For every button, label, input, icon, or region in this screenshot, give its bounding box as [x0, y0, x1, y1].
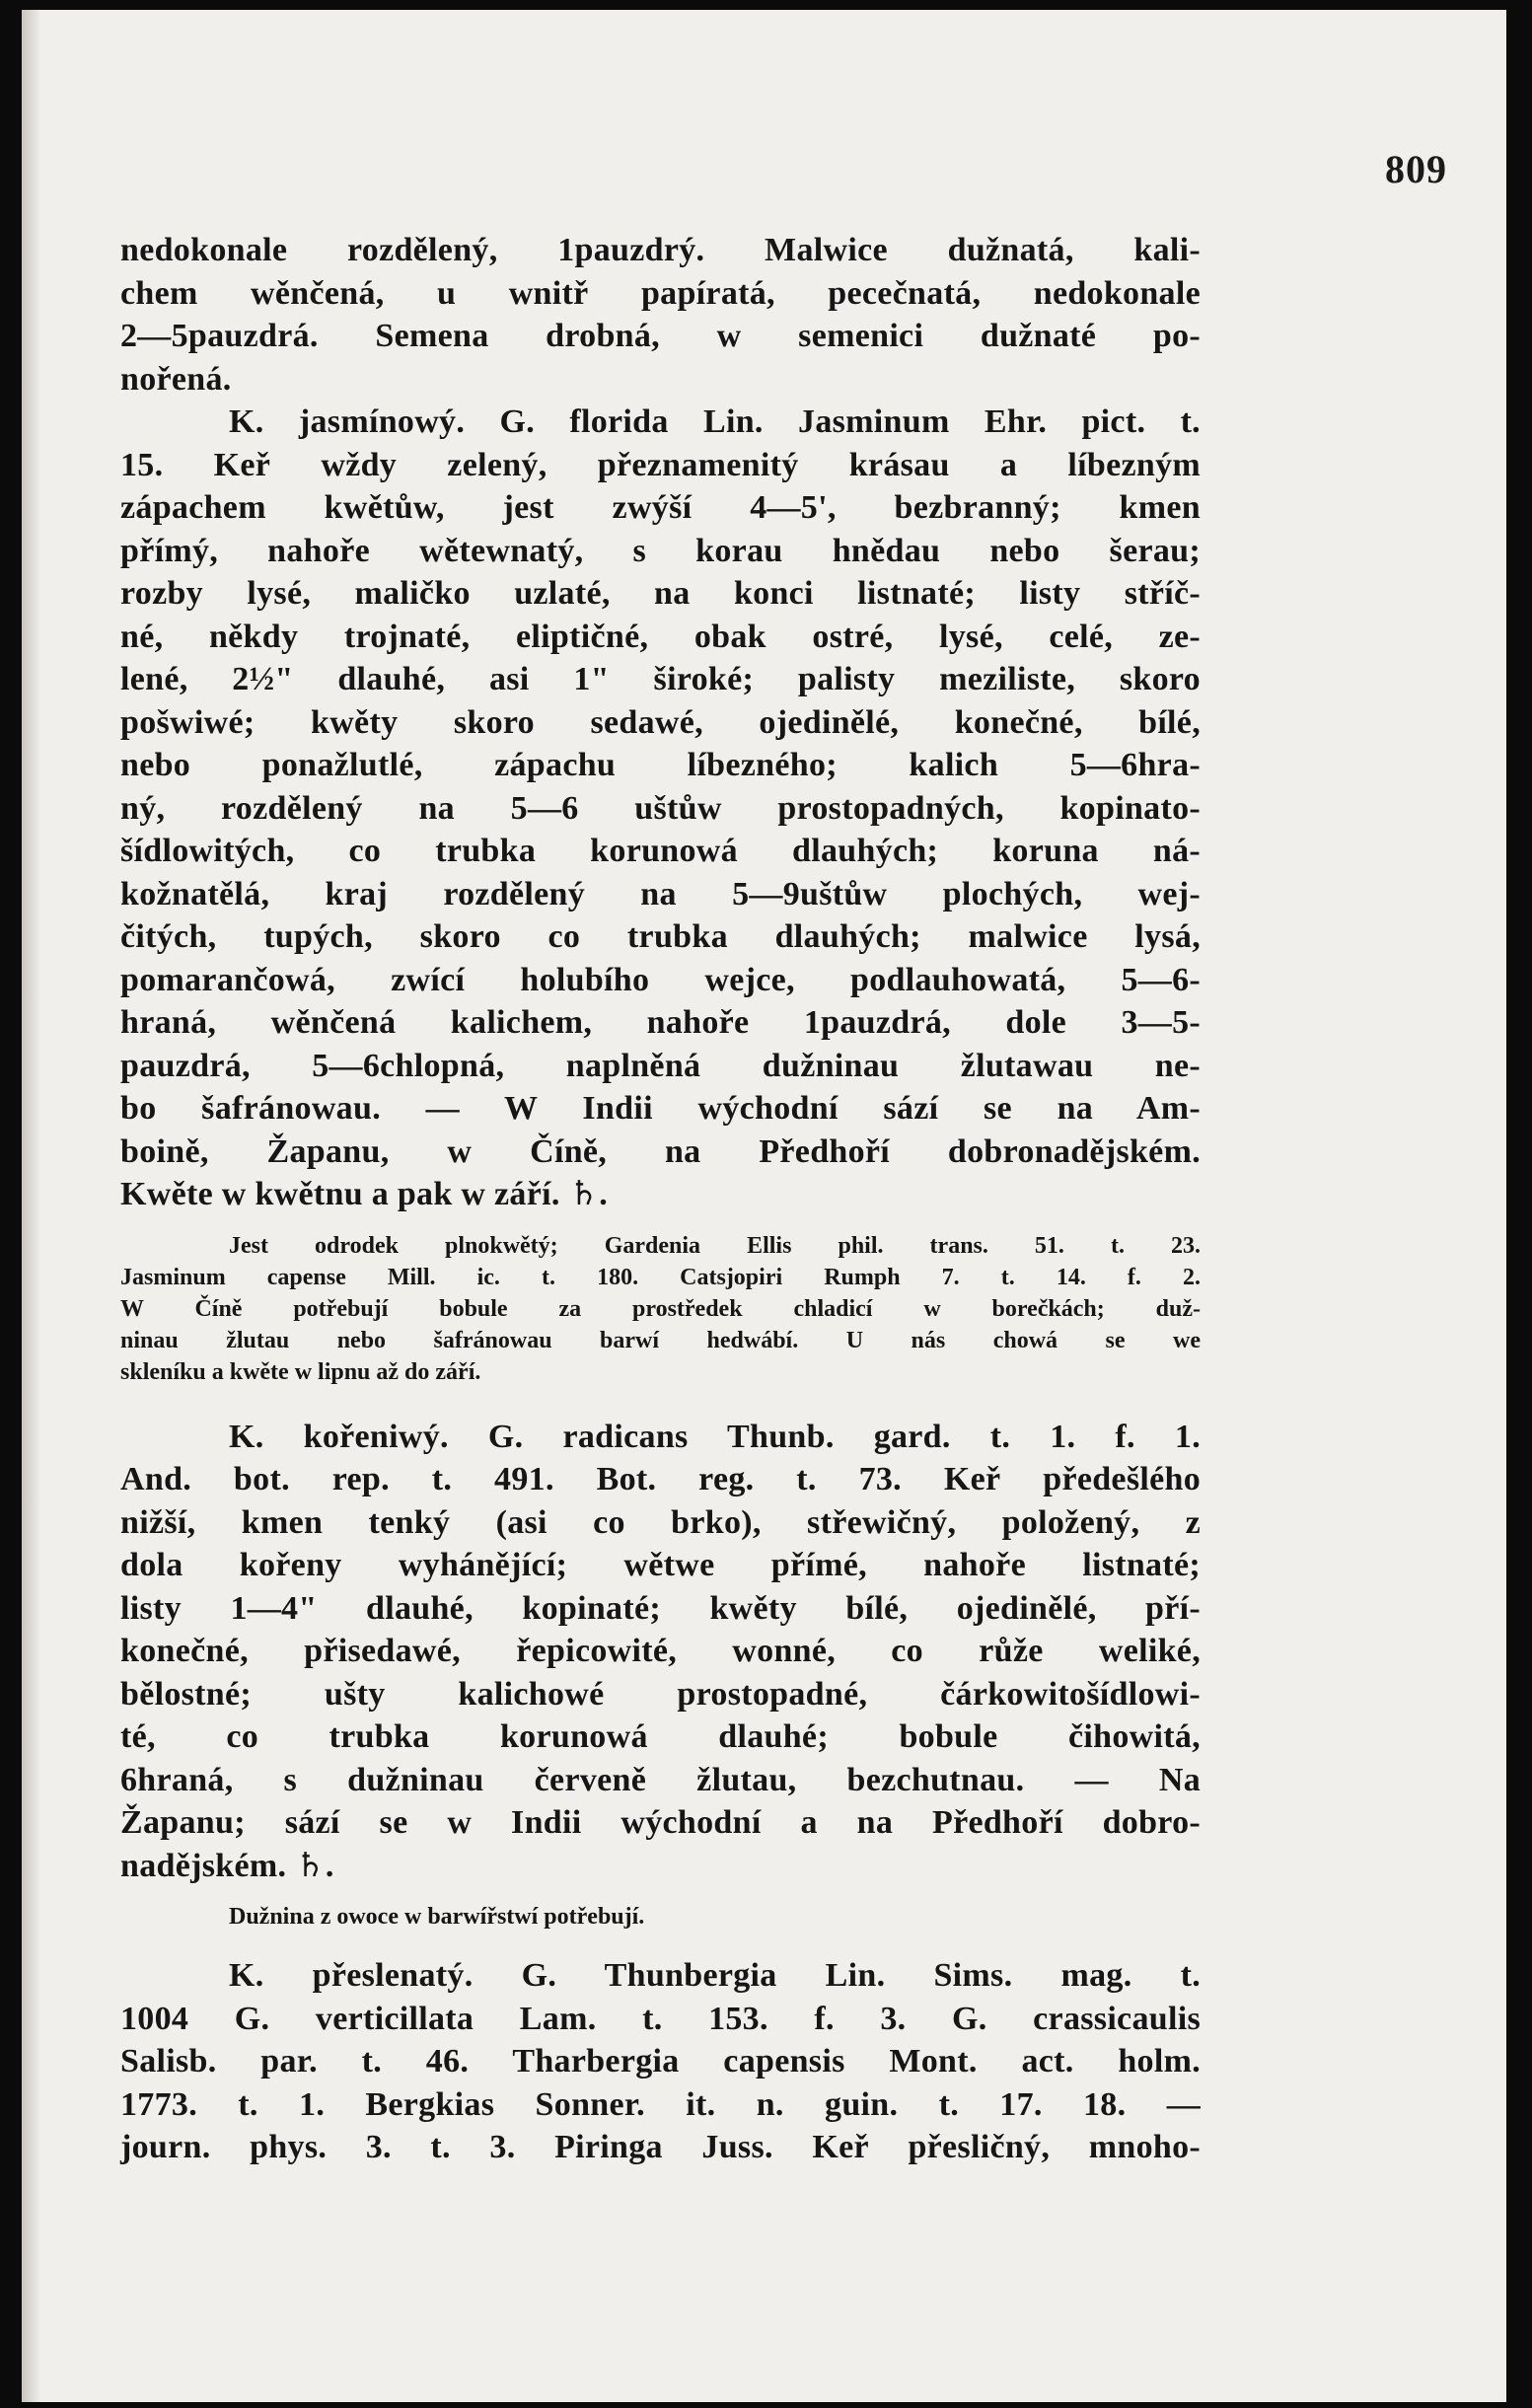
paragraph-species-preslenaty — [120, 1954, 1201, 2169]
text-line: přímý, nahoře wětewnatý, s korau hnědau nebo šerau; — [120, 532, 1201, 569]
text-line: boině, Žapanu, w Číně, na Předhoří dobronadějském. — [120, 1132, 1201, 1170]
text-line: 6hraná, s dužninau červeně žlutau, bezchutnau. — Na — [120, 1761, 1201, 1798]
page-number: 809 — [1385, 147, 1447, 191]
note-line: Jest odrodek plnokwětý; Gardenia Ellis phil. trans. 51. t. 23. — [229, 1232, 1201, 1259]
text-line: 1773. t. 1. Bergkias Sonner. it. n. guin. t. 17. 18. — — [120, 2085, 1201, 2123]
note-paragraph-variety — [120, 1230, 1201, 1388]
text-line: 2—5pauzdrá. Semena drobná, w semenici dužnaté po- — [120, 318, 1201, 354]
text-line: K. jasmínowý. G. florida Lin. Jasminum Ehr. pict. t. — [229, 403, 1201, 440]
text-line: rozby lysé, maličko uzlaté, na konci listnaté; listy stříč- — [120, 575, 1201, 612]
text-line: šídlowitých, co trubka korunowá dlauhých; koruna ná- — [120, 833, 1201, 869]
text-line: nebo ponažlutlé, zápachu líbezného; kalich 5—6hra- — [120, 747, 1201, 783]
text-line: bo šafránowau. — W Indii wýchodní sází se na Am- — [120, 1090, 1201, 1127]
text-line: pauzdrá, 5—6chlopná, naplněná dužninau žlutawau ne- — [120, 1047, 1201, 1084]
paragraph-species-jasminowy — [120, 401, 1201, 1216]
text-line: nedokonale rozdělený, 1pauzdrý. Malwice dužnatá, kali- — [120, 232, 1201, 268]
text-line: nižší, kmen tenký (asi co brko), střewičný, položený, z — [120, 1503, 1201, 1541]
text-line: journ. phys. 3. t. 3. Piringa Juss. Keř přesličný, mnoho- — [120, 2129, 1201, 2165]
note-line: skleníku a kwěte w lipnu až do září. — [120, 1358, 481, 1385]
text-line: čitých, tupých, skoro co trubka dlauhých; malwice lysá, — [120, 918, 1201, 955]
text-line: lené, 2½" dlauhé, asi 1" široké; palisty meziliste, skoro — [120, 661, 1201, 697]
note-line: ninau žlutau nebo šafránowau barwí hedwábí. U nás chowá se we — [120, 1327, 1201, 1353]
text-line: chem wěnčená, u wnitř papíratá, pecečnatá, nedokonale — [120, 274, 1201, 312]
main-text — [120, 229, 1201, 2169]
book-page — [22, 10, 1506, 2402]
paragraph-species-koreniwy — [120, 1416, 1201, 1888]
text-line: nadějském. ♄. — [120, 1847, 334, 1884]
note-line: Jasminum capense Mill. ic. t. 180. Catsjopiri Rumph 7. t. 14. f. 2. — [120, 1264, 1201, 1290]
text-line: listy 1—4" dlauhé, kopinaté; kwěty bílé, ojedinělé, pří- — [120, 1589, 1201, 1627]
text-line: Salisb. par. t. 46. Tharbergia capensis Mont. act. holm. — [120, 2043, 1201, 2080]
text-line: ný, rozdělený na 5—6 uštůw prostopadných, kopinato- — [120, 789, 1201, 827]
text-line: pošwiwé; kwěty skoro sedawé, ojedinělé, konečné, bílé, — [120, 703, 1201, 741]
text-line: bělostné; ušty kalichowé prostopadné, čárkowitošídlowi- — [120, 1675, 1201, 1713]
text-line: 1004 G. verticillata Lam. t. 153. f. 3. G. crassicaulis — [120, 2000, 1201, 2037]
text-line: kožnatělá, kraj rozdělený na 5—9uštůw plochých, wej- — [120, 875, 1201, 912]
note-paragraph-dye — [120, 1901, 1201, 1933]
note-line: Dužnina z owoce w barwířstwí potřebují. — [229, 1904, 645, 1930]
text-line: zápachem kwětůw, jest zwýší 4—5', bezbranný; kmen — [120, 489, 1201, 526]
text-line: K. přeslenatý. G. Thunbergia Lin. Sims. mag. t. — [229, 1957, 1201, 1994]
text-line: 15. Keř wždy zelený, přeznamenitý krásau a líbezným — [120, 446, 1201, 483]
text-line: nořená. — [120, 360, 232, 398]
page-spine-shadow — [22, 10, 39, 2402]
text-line: K. kořeniwý. G. radicans Thunb. gard. t. 1. f. 1. — [229, 1418, 1201, 1455]
text-line: hraná, wěnčená kalichem, nahoře 1pauzdrá, dole 3—5- — [120, 1004, 1201, 1041]
text-line: dola kořeny wyhánějící; wětwe přímé, nahoře listnaté; — [120, 1547, 1201, 1583]
text-line: konečné, přisedawé, řepicowité, wonné, co růže weliké, — [120, 1633, 1201, 1669]
text-line: And. bot. rep. t. 491. Bot. reg. t. 73. Keř předešlého — [120, 1461, 1201, 1497]
text-line: té, co trubka korunowá dlauhé; bobule čihowitá, — [120, 1718, 1201, 1755]
text-line: pomarančowá, zwící holubího wejce, podlauhowatá, 5—6- — [120, 961, 1201, 998]
note-line: W Číně potřebují bobule za prostředek chladicí w borečkách; duž- — [120, 1295, 1201, 1322]
text-line: né, někdy trojnaté, eliptičné, obak ostré, lysé, celé, ze- — [120, 618, 1201, 655]
paragraph-fruit-description — [120, 229, 1201, 401]
text-line: Kwěte w kwětnu a pak w září. ♄. — [120, 1176, 609, 1212]
text-line: Žapanu; sází se w Indii wýchodní a na Předhoří dobro- — [120, 1804, 1201, 1841]
